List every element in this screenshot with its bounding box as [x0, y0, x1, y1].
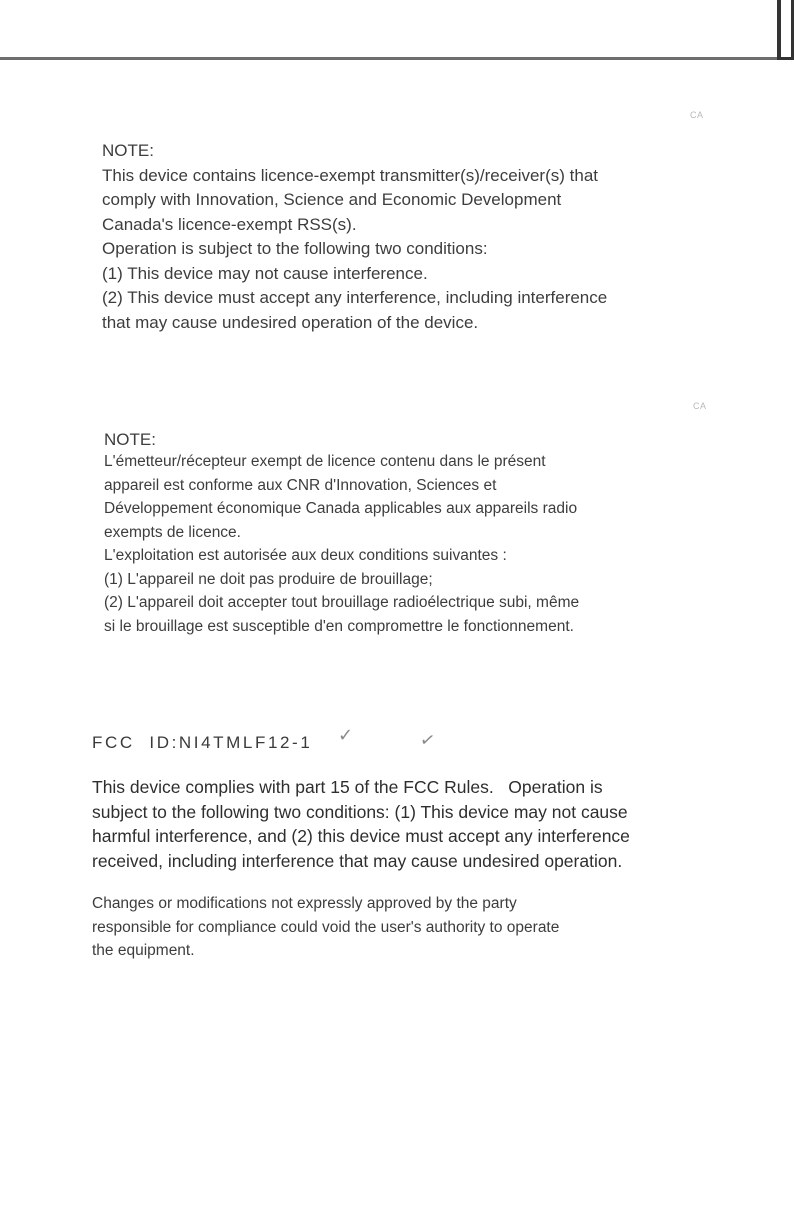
statement-line: subject to the following two conditions: (1) This device may not cause: [92, 801, 628, 822]
note-line: Canada's licence-exempt RSS(s).: [102, 214, 357, 234]
page-edge-tab-inner: [781, 0, 791, 57]
note-line: Développement économique Canada applicables aux appareils radio: [104, 500, 578, 517]
note-line: This device contains licence-exempt transmitter(s)/receiver(s) that: [102, 165, 598, 185]
note-line: (1) This device may not cause interference.: [102, 263, 428, 283]
page-header-rule: [0, 57, 794, 60]
note-line: that may cause undesired operation of the device.: [102, 312, 479, 332]
note-line: comply with Innovation, Science and Economic Development: [102, 190, 562, 209]
statement-line: This device complies with part 15 of the FCC Rules. Operation is: [92, 777, 603, 797]
handwritten-check-mark: ✓: [418, 728, 437, 752]
note-heading: NOTE:: [102, 141, 154, 160]
note-line: si le brouillage est susceptible d'en compromettre le fonctionnement.: [104, 617, 574, 635]
fcc-compliance-statement: [92, 775, 692, 873]
note-french-heading-block: [104, 428, 704, 452]
note-line: appareil est conforme aux CNR d'Innovation, Sciences et: [104, 476, 497, 494]
note-line: Operation is subject to the following two conditions:: [102, 239, 488, 258]
note-line: exempts de licence.: [104, 523, 241, 541]
note-english: [102, 139, 702, 335]
statement-line: received, including interference that may cause undesired operation.: [92, 850, 623, 871]
note-line: L'exploitation est autorisée aux deux conditions suivantes :: [104, 547, 507, 564]
note-line: L'émetteur/récepteur exempt de licence contenu dans le présent: [104, 453, 546, 470]
fcc-id-label: FCC ID:NI4TMLF12-1: [92, 733, 313, 752]
note-line: (2) This device must accept any interference, including interference: [102, 288, 608, 307]
note-heading: NOTE:: [104, 430, 156, 449]
note-french: [104, 450, 704, 638]
note-line: (2) L'appareil doit accepter tout brouillage radioélectrique subi, même: [104, 594, 580, 611]
ca-mark: CA: [690, 110, 704, 120]
note-line: (1) L'appareil ne doit pas produire de brouillage;: [104, 570, 433, 588]
ca-mark: CA: [693, 401, 707, 411]
handwritten-check-mark: ✓: [338, 725, 354, 745]
warning-line: responsible for compliance could void the user's authority to operate: [92, 918, 560, 936]
warning-line: Changes or modifications not expressly approved by the party: [92, 895, 517, 912]
statement-line: harmful interference, and (2) this device must accept any interference: [92, 826, 630, 846]
fcc-changes-warning: [92, 892, 682, 963]
warning-line: the equipment.: [92, 942, 195, 959]
